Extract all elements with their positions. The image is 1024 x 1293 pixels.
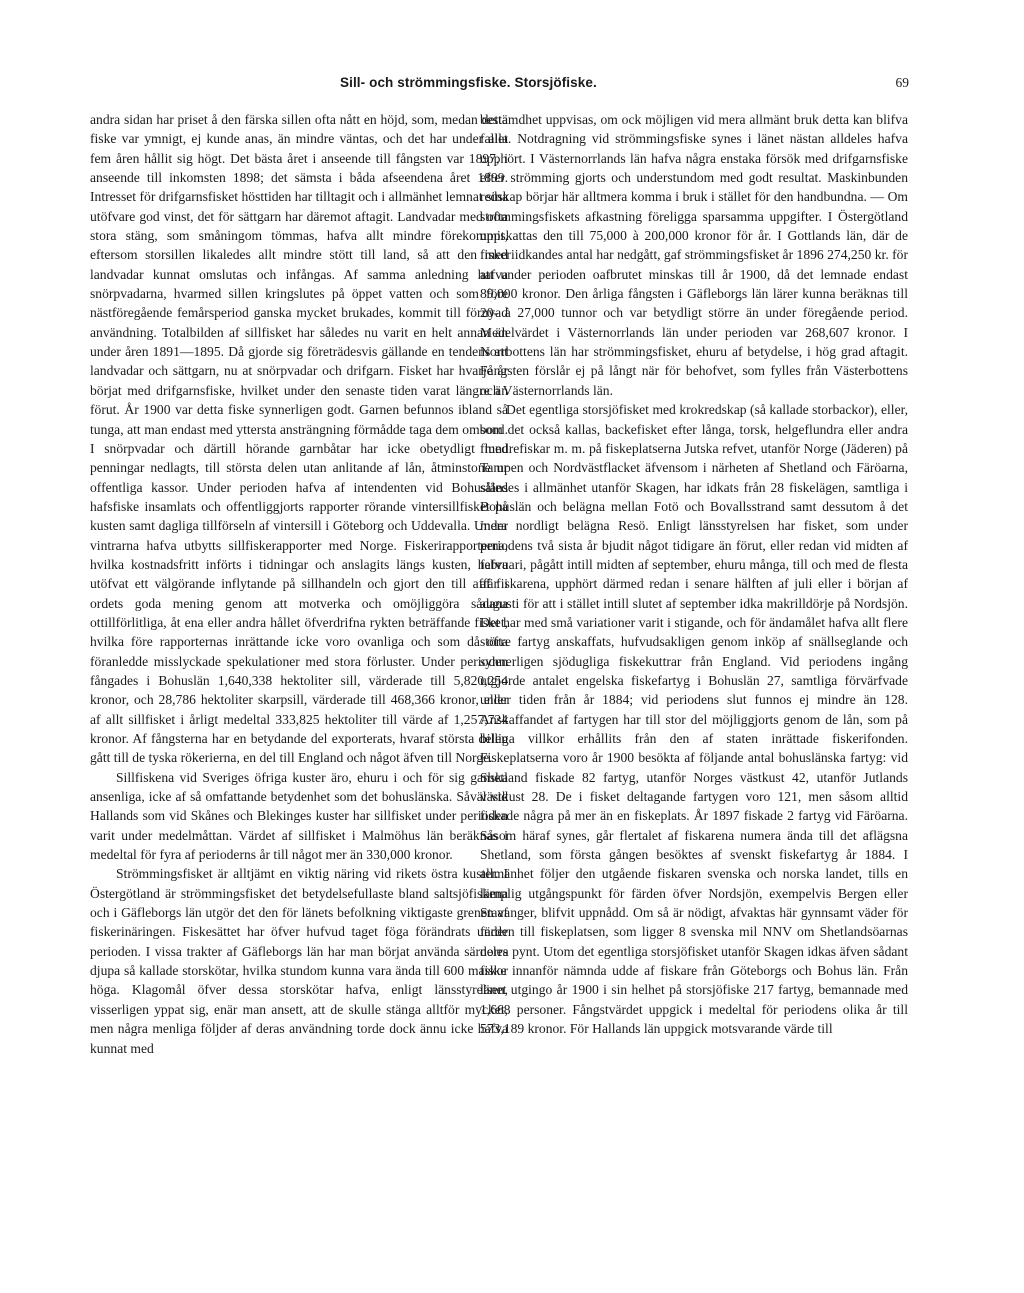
running-header xyxy=(0,75,1024,95)
running-title: Sill- och strömmingsfiske. Storsjöfiske. xyxy=(340,75,597,90)
paragraph: bestämdhet uppvisas, om ock möjligen vid mera allmänt bruk detta kan blifva fallet. Notdragning vid strömmingsfiske synes i länet nästan alldeles hafva upphört. I Västernorrlands län hafva några enstaka försök med drifgarnsfiske efter strömming gjorts och understundom med godt resultat. Maskinbunden redskap börjar här alltmera komma i bruk i stället för den handbundna. — Om strömmingsfiskets afkastning föreligga sparsamma uppgifter. I Östergötland uppskattas den till 75,000 à 200,000 kronor för år. I Gottlands län, där de fiskeriidkandes antal har nedgått, gaf strömmingsfisket år 1896 274,250 kr. för att under perioden oafbrutet minskas till år 1900, då det lemnade endast 89,000 kronor. Den årliga fångsten i Gäfleborgs län lärer kunna beräknas till 20- à 27,000 tunnor och var betydligt större än under föregående period. Medelvärdet i Västernorrlands län under perioden var 268,607 kronor. I Norrbottens län har strömmingsfisket, ehuru af betydelse, i hög grad aftagit. Fångsten förslår ej på långt när för behofvet, som fylles från Västerbottens och Västernorrlands län. xyxy=(480,112,908,398)
page-number: 69 xyxy=(895,75,909,90)
paragraph: Det egentliga storsjöfisket med krokredskap (så kallade storbackor), eller, som det också kallas, backefisket efter långa, torsk, helgeflundra eller andra flundrefiskar m. m. på fiskeplatserna Jutska refvet, utanför Norge (Jäderen) på Tampen och Nordvästflacket äfvensom i närheten af Shetland och Färöarna, således i allmänhet utanför Skagen, har idkats från 28 fiskelägen, samtliga i Bohuslän och belägna mellan Fotö och Bovallsstrand samt dessutom å det mera nordligt belägna Resö. Enligt länsstyrelsen har fisket, som under periodens två sista år bjudit något tidigare än förut, eller redan vid midten af februari, pågått intill midten af september, ehuru många, till och med de flesta af fiskarena, upphört därmed redan i senare hälften af juli eller i början af augusti för att i stället intill slutet af september idka makrilldörje på Nordsjön. Det har med små variationer varit i stigande, och för ändamålet hafva allt flere större fartyg anskaffats, hufvudsakligen genom inköp af snällseglande och synnerligen sjödugliga fiskekuttrar från England. Vid periodens ingång utgjorde antalet engelska fiskefartyg i Bohuslän 27, samtliga förvärfvade under tiden från år 1884; vid periodens slut funnos ej mindre än 128. Anskaffandet af fartygen har till stor del möjliggjorts genom de lån, som på billiga villkor erhållits från den af staten inrättade fiskerifonden. Fiskeplatserna voro år 1900 besökta af följande antal bohuslänska fartyg: vid Shetland fiskade 82 fartyg, utanför Norges västkust 42, utanför Jutlands västkust 28. De i fisket deltagande fartygen voro 121, men såsom alltid fiskade några på mer än en fiskeplats. År 1897 fiskade 2 fartyg vid Färöarna. Såsom häraf synes, går flertalet af fiskarena numera ända till det aflägsna Shetland, som första gången besöktes af svenskt fiskefartyg år 1884. I allmänhet följer den utgående fiskaren svenska och norska landet, tills en lämplig utgångspunkt för färden öfver Nordsjön, exempelvis Bergen eller Stavanger, blifvit uppnådd. Om så är nödigt, afvaktas här gynnsamt väder för färden till fiskeplatsen, som ligger 8 svenska mil NNV om Shetlandsöarnas norra pynt. Utom det egentliga storsjöfisket utanför Skagen idkas äfven sådant fiske innanför nämnda udde af fiskare från Göteborgs och Bohus län. Från länet utgingo år 1900 i sin helhet på storsjöfiske 217 fartyg, bemannade med 1,668 personer. Fångstvärdet uppgick i medeltal för periodens olika år till 573,189 kronor. För Hallands län uppgick motsvarande värde till xyxy=(480,402,908,1037)
paragraph: Sillfiskena vid Sveriges öfriga kuster äro, ehuru i och för sig ganska ansenliga, icke af så omfattande betydenhet som det bohuslänska. Såväl vid Hallands som vid Skånes och Blekinges kuster har sillfisket under perioden varit under medelmåttan. Värdet af sillfisket i Malmöhus län beräknas i medeltal för fyra af perioderns år till något mer än 330,000 kronor. xyxy=(90,769,508,863)
left-text-column xyxy=(90,110,508,1058)
paragraph: Strömmingsfisket är alltjämt en viktig näring vid rikets östra kuster. I Östergötland är strömmingsfisket det betydelsefullaste bland saltsjöfiskena och i Gäfleborgs län utgör det den för länets befolkning viktigaste grenen af fiskerinäringen. Fiskesättet har öfver hufvud taget föga förändrats under perioden. I vissa trakter af Gäfleborgs län har man börjat använda särdeles djupa så kallade storskötar, hvilka stundom kunna vara ända till 600 maskor höga. Klagomål öfver dessa storskötar hafva, enligt länsstyrelsen, visserligen yppat sig, enär man ansett, att de skulle stänga alltför mycket, men några menliga följder af deras användning torde dock ännu icke hafva kunnat med xyxy=(90,866,508,1056)
paragraph: andra sidan har priset å den färska sillen ofta nått en höjd, som, medan detta fiske var ymnigt, ej kunde anas, än mindre väntas, och det har under alla fem åren hållit sig högt. Det bästa året i anseende till fångsten var 1897, i anseende till inkomsten 1898; det sämsta i båda afseendena året 1899. Intresset för drifgarnsfisket hösttiden har tilltagit och i allmänhet lemnat sina utöfvare god vinst, det för sättgarn har däremot aftagit. Landvadar med ofta stora stäng, som småningom tömmas, hafva allt mindre förekommit, eftersom storsillen likaledes allt mindre stött till land, så att den med landvadar kunnat omslutas och infångas. Af samma anledning hafva snörpvadarna, hvarmed sillen kringslutes på öppet vatten och som före nästföregående femårsperiod ganska mycket brukades, kommit till förnyad användning. Totalbilden af sillfisket har således nu varit en helt annan än under åren 1891—1895. Då gjorde sig företrädesvis gällande en tendens att landvadar och sättgarn, nu at snörpvadar och drifgarn. Fisket har hvarje år börjat med drifgarnsfiske, hvilket under den senaste tiden varat längre än förut. År 1900 var detta fiske synnerligen godt. Garnen befunnos ibland så tunga, att man endast med yttersta ansträngning förmådde taga dem ombord. I snörpvadar och därtill hörande garnbåtar har icke obetydligt med penningar nedlagts, till största delen utan anlitande af lån, åtminstone ur offentliga kassor. Under perioden hafva af intendenten vid Bohusläns hafsfiske insamlats och offentliggjorts rapporter rörande vintersillfisket på kusten samt dagliga tillförseln af vintersill i Göteborg och Uddevalla. Under vintrarna hafva utbytts sillfiskerapporter med Norge. Fiskerirapporterna, hvilka kostnadsfritt införts i tidningar och anslagits längs kusten, hafva utöfvat ett välgörande inflytande på sillhandeln och gjort den till affär i ordets goda mening genom att motverka och omöjliggöra sådana ottillförlitliga, åt ena eller andra hållet öfverdrifna rykten beträffande fisket, hvilka före rapporternas inrättande icke voro ovanliga och som då ofta föranledde misslyckade spekulationer med stora förluster. Under perioden fångades i Bohuslän 1,640,338 hektoliter sill, värderade till 5,820,254 kronor, och 28,786 hektoliter skarpsill, värderade till 468,366 kronor, eller af allt sillfisket i årligt medeltal 333,825 hektoliter till värde af 1,257,724 kronor. Af fångsterna har en betydande del exporterats, hvaraf största delen gått till de tyska rökerierna, en del till England och något äfven till Norge. xyxy=(90,112,508,766)
right-text-column xyxy=(480,110,908,1039)
